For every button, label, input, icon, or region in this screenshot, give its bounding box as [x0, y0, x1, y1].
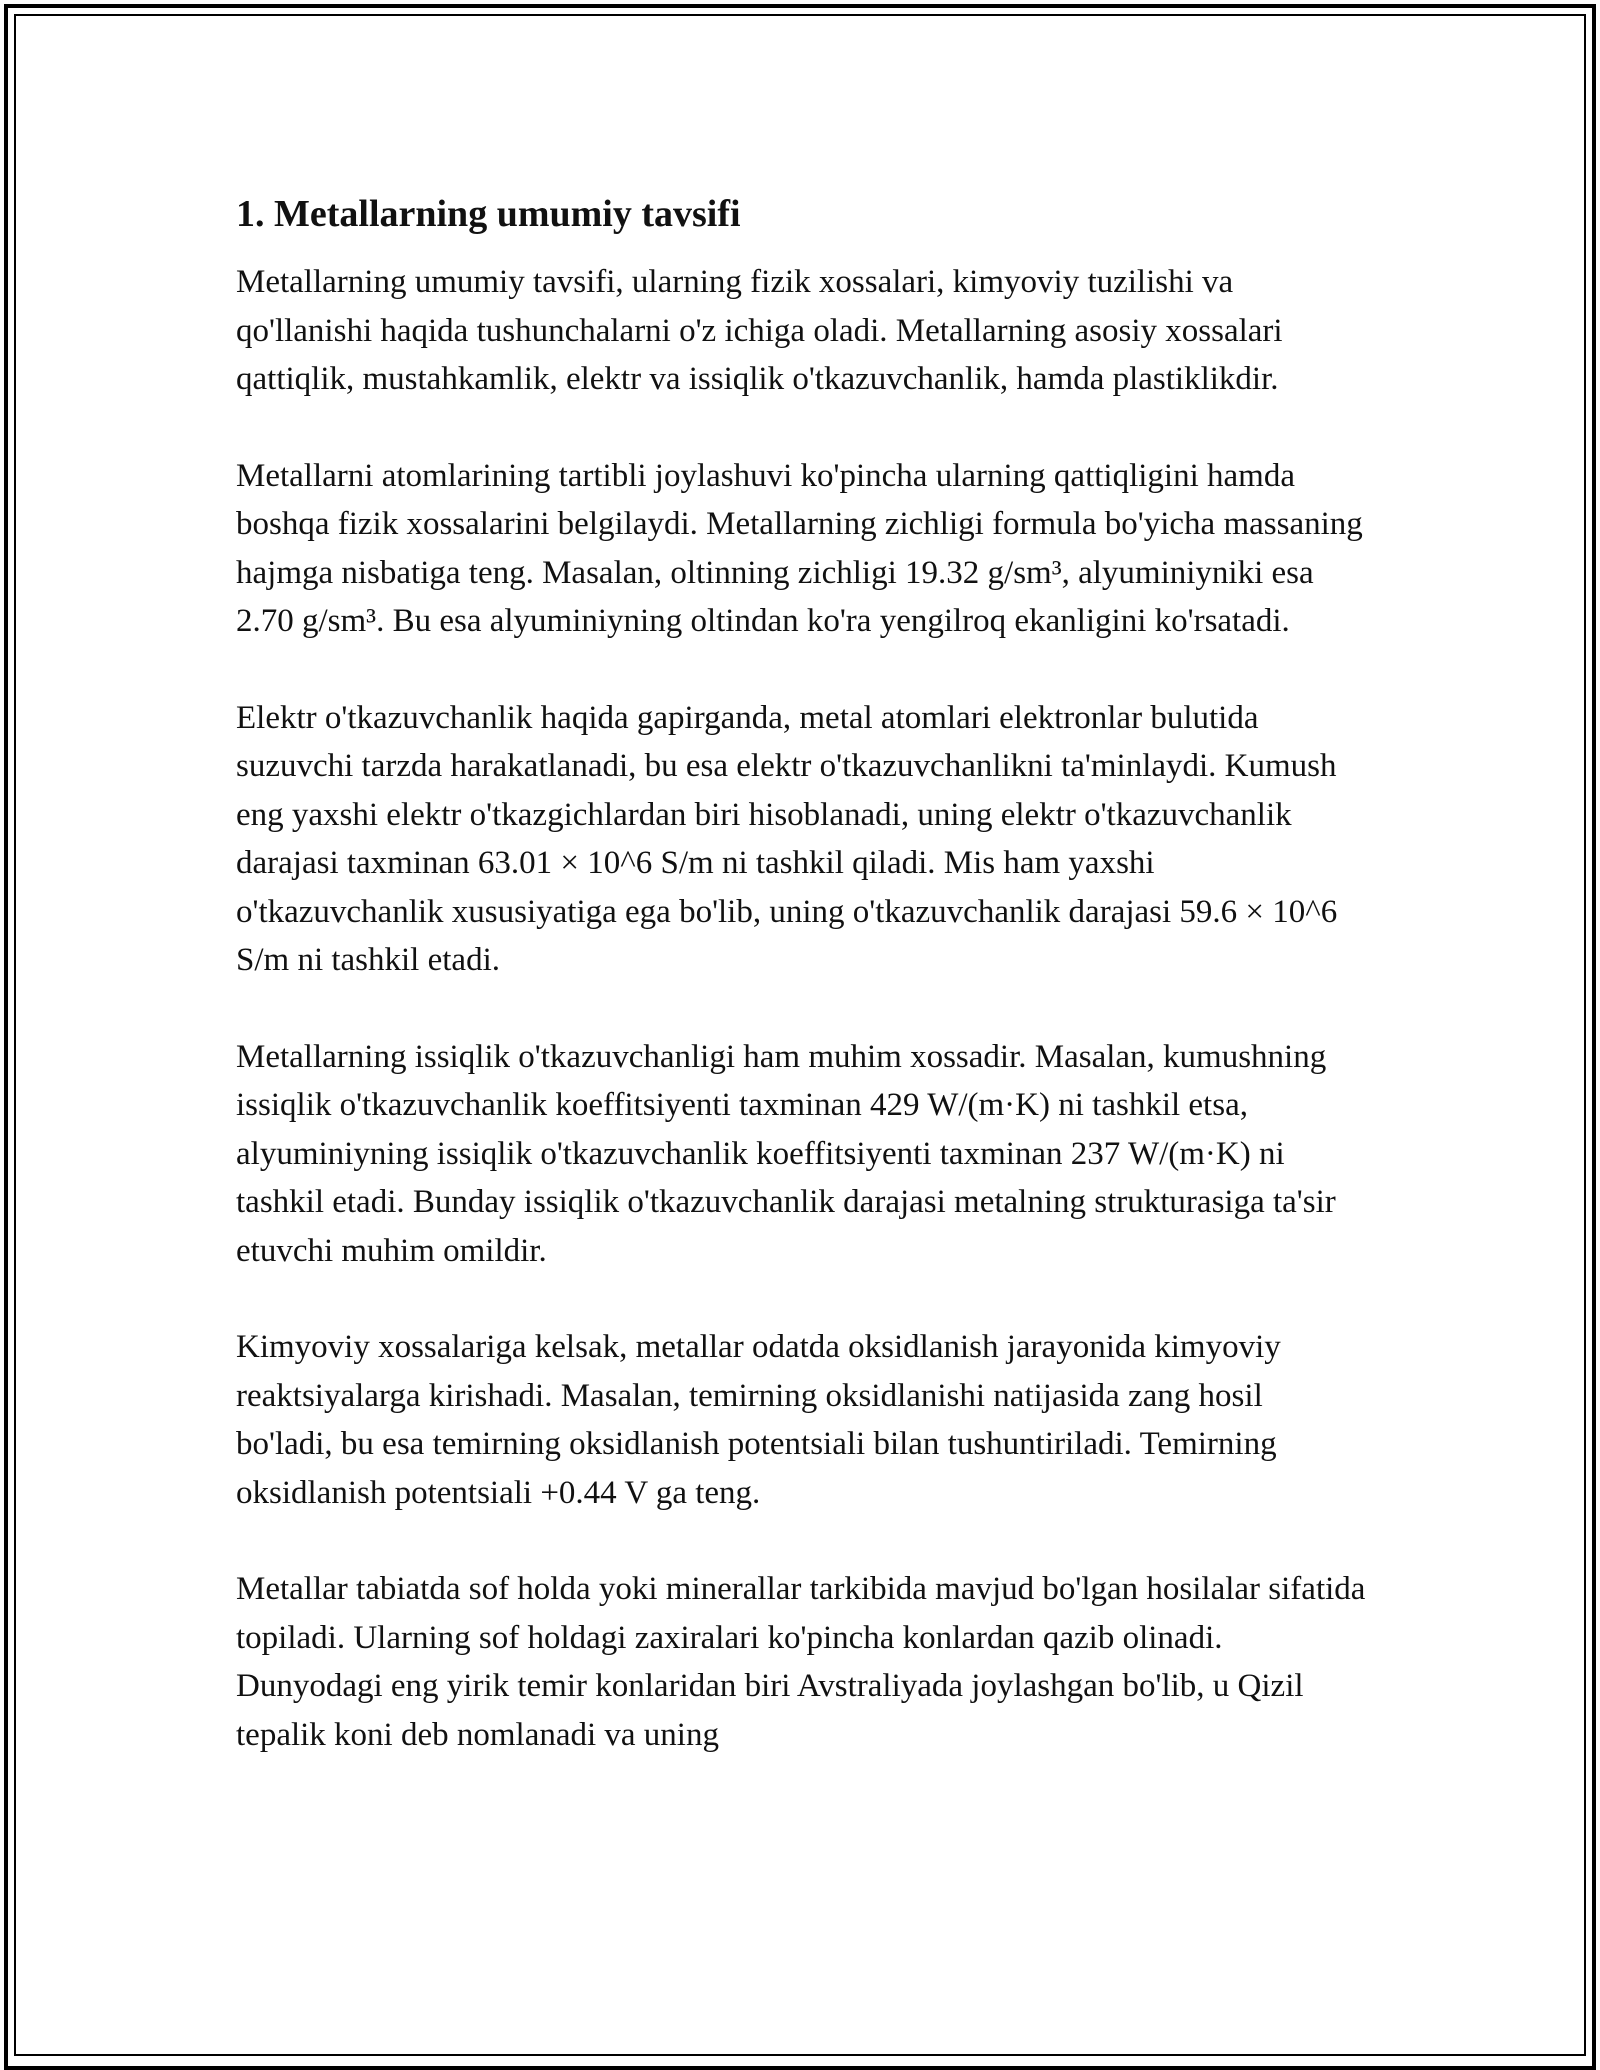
paragraph-electrical-conductivity: Elektr o'tkazuvchanlik haqida gapirganda, metal atomlari elektronlar bulutida suzuvchi tarzda harakatlanadi, bu esa elektr o'tkazuvchanlikni ta'minlaydi. Kumush eng yaxshi elektr o'tkazgichlardan biri hisoblanadi, uning elektr o'tkazuvchanlik darajasi taxminan 63.01 × 10^6 S/m ni tashkil qiladi. Mis ham yaxshi o'tkazuvchanlik xususiyatiga ega bo'lib, uning o'tkazuvchanlik darajasi 59.6 × 10^6 S/m ni tashkil etadi.	[236, 699, 1338, 978]
paragraph-natural-occurrence: Metallar tabiatda sof holda yoki minerallar tarkibida mavjud bo'lgan hosilalar sifatida topiladi. Ularning sof holdagi zaxiralari ko'pincha konlardan qazib olinadi. Dunyodagi eng yirik temir konlaridan biri Avstraliyada joylashgan bo'lib, u Qizil tepalik koni deb nomlanadi va uning	[236, 1571, 1366, 1753]
paragraph-thermal-conductivity: Metallarning issiqlik o'tkazuvchanligi ham muhim xossadir. Masalan, kumushning issiqlik o'tkazuvchanlik koeffitsiyenti taxminan 429 W/(m·K) ni tashkil etsa, alyuminiyning issiqlik o'tkazuvchanlik koeffitsiyenti taxminan 237 W/(m·K) ni tashkil etadi. Bunday issiqlik o'tkazuvchanlik darajasi metalning strukturasiga ta'sir etuvchi muhim omildir.	[236, 1038, 1336, 1269]
document-content	[236, 188, 1366, 1759]
paragraph-chemical-properties: Kimyoviy xossalariga kelsak, metallar odatda oksidlanish jarayonida kimyoviy reaktsiyalarga kirishadi. Masalan, temirning oksidlanishi natijasida zang hosil bo'ladi, bu esa temirning oksidlanish potentsiali bilan tushuntiriladi. Temirning oksidlanish potentsiali +0.44 V ga teng.	[236, 1329, 1281, 1511]
paragraph-general-description: Metallarning umumiy tavsifi, ularning fizik xossalari, kimyoviy tuzilishi va qo'llanishi haqida tushunchalarni o'z ichiga oladi. Metallarning asosiy xossalari qattiqlik, mustahkamlik, elektr va issiqlik o'tkazuvchanlik, hamda plastiklikdir.	[236, 264, 1283, 397]
section-heading: 1. Metallarning umumiy tavsifi	[236, 193, 741, 235]
paragraph-density: Metallarni atomlarining tartibli joylashuvi ko'pincha ularning qattiqligini hamda boshqa fizik xossalarini belgilaydi. Metallarning zichligi formula bo'yicha massaning hajmga nisbatiga teng. Masalan, oltinning zichligi 19.32 g/sm³, alyuminiyniki esa 2.70 g/sm³. Bu esa alyuminiyning oltindan ko'ra yengilroq ekanligini ko'rsatadi.	[236, 457, 1363, 639]
